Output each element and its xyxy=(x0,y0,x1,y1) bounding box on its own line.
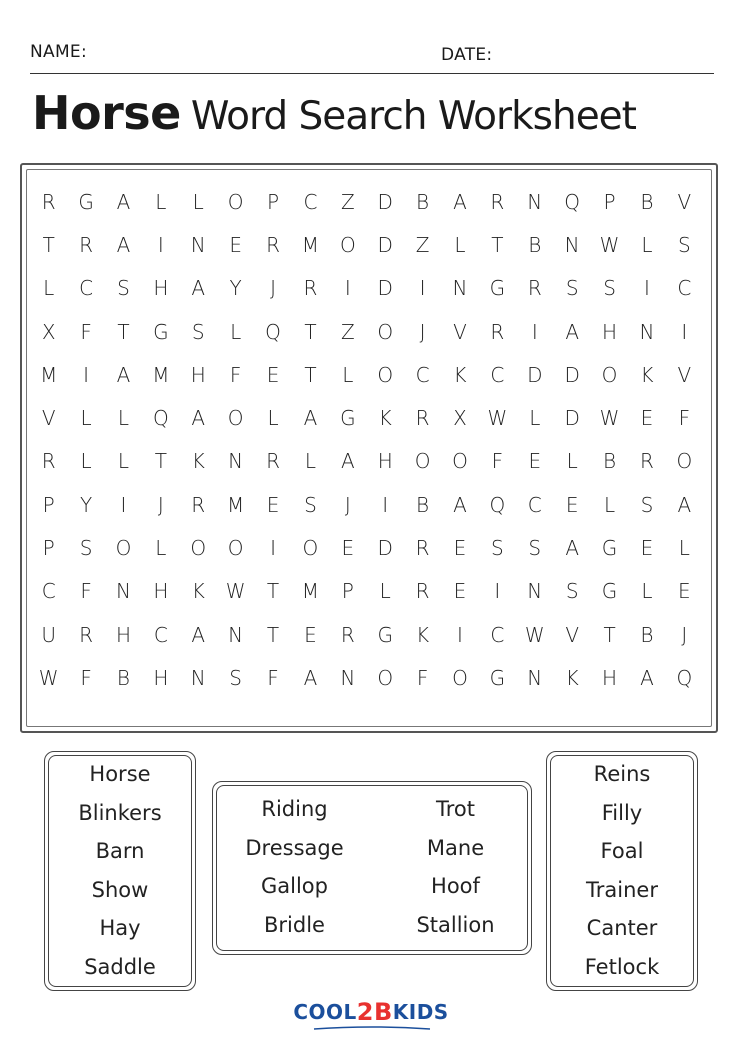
letter-grid xyxy=(30,180,702,720)
grid-letter: B xyxy=(528,232,542,257)
grid-letter: Y xyxy=(79,492,93,517)
word-list-left xyxy=(44,755,196,987)
grid-letter: K xyxy=(378,406,392,431)
grid-letter: E xyxy=(266,362,280,387)
grid-letter: D xyxy=(564,406,580,431)
grid-letter: R xyxy=(41,449,56,474)
grid-letter: W xyxy=(38,665,59,690)
grid-letter: O xyxy=(227,189,244,214)
grid-letter: E xyxy=(453,536,467,561)
grid-letter: O xyxy=(414,449,431,474)
grid-letter: A xyxy=(453,492,467,517)
grid-letter: N xyxy=(190,665,206,690)
grid-letter: O xyxy=(227,406,244,431)
grid-letter: R xyxy=(191,492,206,517)
grid-letter: C xyxy=(490,622,505,647)
grid-letter: G xyxy=(340,406,356,431)
grid-letter: G xyxy=(78,189,94,214)
word-item: Trainer xyxy=(586,877,658,902)
word-list-right xyxy=(546,755,698,987)
title-rest: Word Search Worksheet xyxy=(190,94,636,139)
grid-letter: H xyxy=(190,362,206,387)
grid-letter: S xyxy=(603,276,616,301)
grid-letter: I xyxy=(83,362,90,387)
grid-letter: C xyxy=(415,362,430,387)
grid-letter: A xyxy=(191,276,206,301)
grid-letter: B xyxy=(603,449,617,474)
grid-letter: H xyxy=(602,665,618,690)
grid-letter: A xyxy=(640,665,654,690)
grid-letter: Q xyxy=(152,406,169,431)
word-item: Fetlock xyxy=(584,954,660,979)
grid-letter: I xyxy=(531,319,538,344)
word-item: Riding xyxy=(261,797,328,821)
grid-letter: N xyxy=(639,319,655,344)
grid-letter: R xyxy=(415,406,430,431)
grid-letter: P xyxy=(42,536,55,561)
word-item: Show xyxy=(91,877,149,902)
grid-letter: Q xyxy=(564,189,581,214)
grid-letter: O xyxy=(601,362,618,387)
grid-letter: O xyxy=(115,536,132,561)
grid-letter: O xyxy=(190,536,207,561)
grid-letter: K xyxy=(416,622,430,647)
grid-letter: L xyxy=(678,536,690,561)
grid-letter: L xyxy=(192,189,204,214)
grid-letter: E xyxy=(266,492,280,517)
grid-letter: M xyxy=(227,492,245,517)
word-list-middle-a xyxy=(222,790,367,944)
grid-letter: X xyxy=(453,406,467,431)
grid-letter: K xyxy=(565,665,579,690)
word-item: Gallop xyxy=(261,874,328,899)
grid-letter: S xyxy=(565,579,579,604)
grid-letter: C xyxy=(41,579,56,604)
grid-letter: S xyxy=(491,536,504,561)
grid-letter: R xyxy=(527,276,542,301)
grid-letter: E xyxy=(678,579,691,604)
grid-letter: G xyxy=(601,536,618,561)
grid-letter: O xyxy=(452,665,468,690)
grid-letter: L xyxy=(267,406,279,431)
page-title xyxy=(32,86,722,146)
date-label: DATE: xyxy=(441,45,493,65)
grid-letter: R xyxy=(266,232,280,257)
grid-letter: R xyxy=(490,319,505,344)
grid-letter: A xyxy=(453,189,467,214)
grid-letter: W xyxy=(225,579,246,604)
grid-letter: C xyxy=(79,276,94,301)
grid-letter: I xyxy=(382,492,389,517)
grid-letter: I xyxy=(157,232,164,257)
grid-letter: V xyxy=(677,189,692,214)
logo-part-kids: KIDS xyxy=(392,1000,449,1024)
grid-letter: B xyxy=(416,189,430,214)
grid-letter: I xyxy=(344,276,351,301)
grid-letter: F xyxy=(229,362,242,387)
grid-letter: I xyxy=(419,276,426,301)
grid-letter: O xyxy=(676,449,693,474)
grid-letter: E xyxy=(341,536,355,561)
grid-letter: T xyxy=(117,319,130,344)
grid-letter: F xyxy=(491,449,504,474)
grid-letter: G xyxy=(601,579,618,604)
grid-letter: A xyxy=(677,492,692,517)
grid-letter: R xyxy=(490,189,505,214)
grid-letter: Y xyxy=(229,276,242,301)
grid-letter: S xyxy=(79,536,93,561)
grid-letter: G xyxy=(153,319,169,344)
grid-letter: R xyxy=(41,189,56,214)
grid-letter: D xyxy=(377,276,393,301)
grid-letter: T xyxy=(491,232,504,257)
logo-part-cool: COOL xyxy=(293,1000,357,1024)
grid-letter: C xyxy=(527,492,542,517)
grid-letter: S xyxy=(117,276,130,301)
grid-letter: R xyxy=(415,579,430,604)
grid-letter: L xyxy=(43,276,55,301)
word-item: Barn xyxy=(95,839,145,864)
grid-letter: Z xyxy=(415,232,430,257)
grid-letter: T xyxy=(304,362,317,387)
grid-letter: T xyxy=(266,579,280,604)
grid-letter: A xyxy=(565,536,579,561)
grid-letter: Q xyxy=(265,319,281,344)
grid-letter: H xyxy=(153,665,169,690)
grid-letter: A xyxy=(116,362,131,387)
grid-letter: R xyxy=(266,449,280,474)
grid-letter: D xyxy=(377,232,393,257)
grid-letter: M xyxy=(152,362,170,387)
grid-letter: V xyxy=(565,622,579,647)
grid-letter: W xyxy=(599,232,620,257)
grid-letter: J xyxy=(419,319,426,344)
grid-letter: F xyxy=(80,319,92,344)
grid-letter: L xyxy=(304,449,316,474)
grid-letter: H xyxy=(377,449,393,474)
grid-letter: S xyxy=(191,319,205,344)
grid-letter: N xyxy=(527,189,543,214)
grid-letter: P xyxy=(267,189,280,214)
grid-letter: W xyxy=(599,406,620,431)
grid-letter: R xyxy=(639,449,654,474)
grid-letter: W xyxy=(524,622,545,647)
grid-letter: M xyxy=(40,362,58,387)
word-item: Horse xyxy=(89,762,151,786)
title-bold-word: Horse xyxy=(32,86,181,140)
logo-part-2b: 2B xyxy=(356,998,393,1026)
grid-letter: R xyxy=(79,622,94,647)
grid-letter: I xyxy=(120,492,127,517)
word-item: Reins xyxy=(593,762,651,786)
grid-letter: J xyxy=(157,492,164,517)
grid-letter: R xyxy=(79,232,94,257)
logo-underline-swoosh xyxy=(312,1025,432,1031)
grid-letter: E xyxy=(304,622,317,647)
header-row xyxy=(30,40,714,74)
grid-letter: U xyxy=(41,622,57,647)
grid-letter: L xyxy=(566,449,578,474)
grid-letter: N xyxy=(564,232,580,257)
word-item: Hay xyxy=(99,916,141,941)
grid-letter: A xyxy=(116,232,131,257)
grid-letter: P xyxy=(42,492,55,517)
grid-letter: Z xyxy=(340,319,355,344)
grid-letter: S xyxy=(565,276,579,301)
grid-letter: I xyxy=(643,276,650,301)
grid-letter: Q xyxy=(676,665,693,690)
word-item: Hoof xyxy=(431,874,480,899)
grid-letter: L xyxy=(230,319,242,344)
grid-letter: Z xyxy=(340,189,355,214)
grid-letter: A xyxy=(116,189,131,214)
grid-letter: B xyxy=(640,189,654,214)
word-item: Filly xyxy=(601,800,643,825)
grid-letter: A xyxy=(191,622,206,647)
grid-letter: D xyxy=(377,189,393,214)
name-label: NAME: xyxy=(30,42,87,62)
grid-letter: X xyxy=(41,319,56,344)
grid-letter: K xyxy=(191,449,205,474)
grid-letter: C xyxy=(677,276,692,301)
grid-letter: A xyxy=(565,319,579,344)
grid-letter: K xyxy=(640,362,654,387)
word-item: Blinkers xyxy=(78,800,162,825)
grid-letter: T xyxy=(304,319,317,344)
grid-letter: N xyxy=(228,622,244,647)
grid-letter: E xyxy=(453,579,467,604)
grid-letter: G xyxy=(377,622,393,647)
word-item: Stallion xyxy=(416,912,495,937)
grid-letter: S xyxy=(640,492,654,517)
grid-letter: P xyxy=(341,579,354,604)
grid-letter: V xyxy=(41,406,56,431)
grid-letter: A xyxy=(303,406,318,431)
grid-letter: S xyxy=(528,536,542,561)
grid-letter: O xyxy=(377,362,394,387)
grid-letter: E xyxy=(528,449,542,474)
grid-letter: O xyxy=(302,536,319,561)
word-item: Canter xyxy=(586,916,658,941)
word-list-middle-b xyxy=(383,790,528,944)
grid-letter: R xyxy=(303,276,318,301)
grid-letter: I xyxy=(494,579,501,604)
grid-letter: N xyxy=(115,579,131,604)
grid-letter: S xyxy=(304,492,317,517)
grid-letter: F xyxy=(267,665,279,690)
grid-letter: L xyxy=(641,579,653,604)
grid-letter: A xyxy=(191,406,206,431)
grid-letter: H xyxy=(153,276,169,301)
grid-letter: C xyxy=(153,622,168,647)
grid-letter: A xyxy=(303,665,318,690)
grid-letter: D xyxy=(377,536,393,561)
grid-letter: I xyxy=(270,536,276,561)
grid-letter: L xyxy=(117,406,130,431)
grid-letter: A xyxy=(340,449,355,474)
grid-letter: N xyxy=(340,665,356,690)
grid-letter: H xyxy=(153,579,169,604)
grid-letter: B xyxy=(640,622,654,647)
grid-letter: M xyxy=(301,579,320,604)
grid-letter: D xyxy=(527,362,543,387)
word-item: Foal xyxy=(600,839,644,864)
grid-letter: G xyxy=(489,276,506,301)
grid-letter: E xyxy=(640,536,654,561)
grid-letter: E xyxy=(229,232,242,257)
grid-letter: F xyxy=(416,665,429,690)
grid-letter: D xyxy=(564,362,580,387)
grid-letter: T xyxy=(42,232,55,257)
word-item: Dressage xyxy=(245,835,344,860)
grid-letter: N xyxy=(527,579,543,604)
grid-letter: K xyxy=(191,579,205,604)
grid-letter: T xyxy=(266,622,280,647)
grid-letter: L xyxy=(454,232,466,257)
grid-letter: L xyxy=(80,449,92,474)
grid-letter: L xyxy=(117,449,130,474)
grid-letter: C xyxy=(303,189,318,214)
grid-letter: M xyxy=(301,232,320,257)
grid-letter: H xyxy=(602,319,618,344)
grid-letter: O xyxy=(227,536,244,561)
grid-letter: S xyxy=(229,665,242,690)
grid-letter: Q xyxy=(489,492,506,517)
grid-letter: J xyxy=(270,276,276,301)
grid-letter: L xyxy=(379,579,391,604)
grid-letter: R xyxy=(340,622,355,647)
grid-letter: O xyxy=(377,319,394,344)
grid-letter: F xyxy=(678,406,691,431)
grid-letter: E xyxy=(565,492,579,517)
grid-letter: L xyxy=(641,232,653,257)
grid-letter: N xyxy=(190,232,206,257)
grid-letter: F xyxy=(80,579,92,604)
word-item: Saddle xyxy=(84,954,156,979)
grid-letter: N xyxy=(527,665,543,690)
word-item: Mane xyxy=(426,835,485,860)
grid-letter: H xyxy=(115,622,131,647)
word-item: Trot xyxy=(436,797,475,821)
grid-letter: G xyxy=(489,665,506,690)
grid-letter: L xyxy=(155,536,167,561)
grid-letter: O xyxy=(339,232,356,257)
grid-letter: L xyxy=(603,492,616,517)
grid-letter: L xyxy=(529,406,541,431)
grid-letter: F xyxy=(80,665,92,690)
grid-letter: N xyxy=(228,449,244,474)
grid-letter: O xyxy=(377,665,394,690)
grid-letter: I xyxy=(457,622,463,647)
grid-letter: C xyxy=(490,362,505,387)
grid-letter: W xyxy=(487,406,508,431)
grid-letter: V xyxy=(677,362,692,387)
grid-letter: J xyxy=(344,492,351,517)
grid-letter: B xyxy=(116,665,131,690)
grid-letter: L xyxy=(342,362,354,387)
grid-letter: B xyxy=(416,492,430,517)
grid-letter: T xyxy=(603,622,616,647)
grid-letter: O xyxy=(452,449,468,474)
grid-letter: E xyxy=(640,406,654,431)
grid-letter: L xyxy=(155,189,167,214)
grid-letter: I xyxy=(681,319,688,344)
grid-letter: V xyxy=(453,319,467,344)
grid-letter: N xyxy=(452,276,468,301)
grid-letter: S xyxy=(677,232,691,257)
grid-letter: J xyxy=(681,622,688,647)
grid-letter: K xyxy=(453,362,467,387)
word-item: Bridle xyxy=(264,912,325,937)
header-divider xyxy=(30,73,714,74)
grid-letter: R xyxy=(415,536,430,561)
grid-letter: L xyxy=(80,406,92,431)
grid-letter: T xyxy=(154,449,167,474)
grid-letter: P xyxy=(603,189,616,214)
